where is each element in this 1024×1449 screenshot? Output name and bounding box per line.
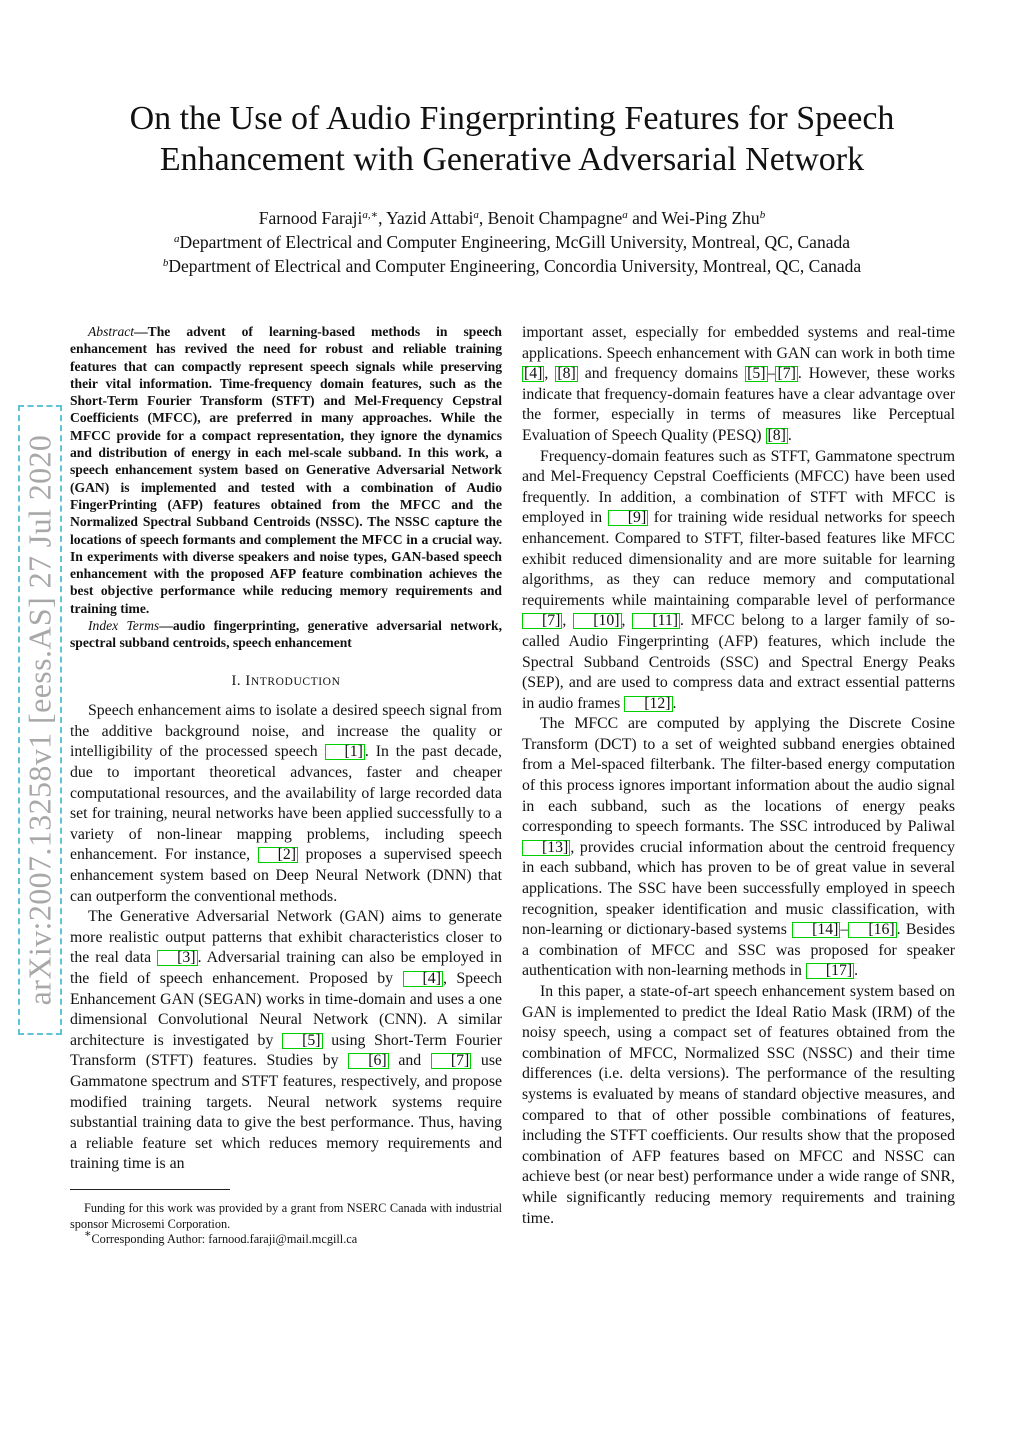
affiliation-text: Department of Electrical and Computer Engineering, Concordia University, Montreal, QC, Canada	[168, 256, 862, 276]
abstract	[70, 323, 502, 617]
affiliation-text: Department of Electrical and Computer Engineering, McGill University, Montreal, QC, Canada	[179, 232, 850, 252]
footnote-divider	[70, 1189, 230, 1190]
citation-link[interactable]: [9]	[608, 510, 648, 526]
corresponding-author-text: Corresponding Author: farnood.faraji@mail.mcgill.ca	[91, 1232, 358, 1246]
citation-link[interactable]: [13]	[522, 840, 570, 856]
citation-link[interactable]: [2]	[258, 847, 298, 863]
body-text: ,	[621, 612, 633, 630]
author-affiliation-mark: a	[473, 209, 479, 221]
citation-link[interactable]: [4]	[403, 971, 443, 987]
body-text: , provides crucial information about the centroid frequency in each subband, which has proven to be of great value in several applications. The SSC have been successfully employed in speech recognition, speaker identification and music classification, with non-learning or dictionary-based systems	[522, 838, 955, 939]
citation-link[interactable]: [7]	[431, 1053, 471, 1069]
body-text: –	[767, 365, 776, 383]
body-text: important asset, especially for embedded systems and real-time applications. Speech enhancement with GAN can work in both time	[522, 324, 955, 362]
body-text: .	[854, 962, 859, 980]
citation-link[interactable]: [16]	[848, 922, 896, 938]
citation-link[interactable]: [5]	[282, 1033, 322, 1049]
author-list	[62, 206, 962, 230]
title-line-2: Enhancement with Generative Adversarial Network	[159, 141, 865, 178]
body-text: , Speech Enhancement GAN (SEGAN) works in time-domain and uses a one dimensional Convolutional Neural Network (CNN). A similar architecture is investigated by	[70, 969, 503, 1049]
title-line-1: On the Use of Audio Fingerprinting Features for Speech	[129, 100, 895, 137]
intro-paragraph-4	[522, 714, 955, 982]
author-name: Farnood Faraji	[258, 208, 363, 228]
body-text: .	[672, 694, 677, 712]
citation-link[interactable]: [11]	[632, 613, 680, 629]
body-text: and	[388, 1052, 431, 1070]
intro-paragraph-2	[70, 907, 502, 1175]
author-block	[62, 206, 962, 278]
body-text: .	[787, 426, 792, 444]
citation-link[interactable]: [1]	[325, 744, 365, 760]
citation-link[interactable]: [5]	[747, 365, 766, 383]
paper-title	[62, 98, 962, 180]
author-affiliation-mark: a	[622, 209, 628, 221]
funding-footnote: Funding for this work was provided by a grant from NSERC Canada with industrial sponsor Microsemi Corporation.	[70, 1201, 502, 1231]
right-column	[522, 323, 955, 1229]
index-terms-text: —audio fingerprinting, generative adversarial network, spectral subband centroids, speech enhancement	[70, 618, 502, 651]
citation-link[interactable]: [10]	[573, 613, 621, 629]
citation-link[interactable]: [6]	[348, 1053, 388, 1069]
body-text: for training wide residual networks for speech enhancement. Compared to STFT, filter-based features like MFCC exhibit reduced dimensionality and are more suitable for learning algorithms, as they can reduce memory and computational requirements while maintaining comparable level of performance	[522, 509, 955, 609]
body-text: Frequency-domain features such as STFT, Gammatone spectrum and Mel-Frequency Cepstral Coefficients (MFCC) have been used frequently. In addition, a combination of STFT with MFCC is employed in	[522, 447, 955, 527]
body-text: proposes a supervised speech enhancement system based on Deep Neural Network (DNN) that can outperform the conventional methods.	[70, 846, 502, 905]
affiliation-a	[62, 230, 962, 254]
body-text: using Short-Term Fourier Transform (STFT) features. Studies by	[70, 1031, 502, 1070]
author-name: , Yazid Attabi	[378, 208, 474, 228]
body-text: ,	[562, 612, 574, 630]
index-terms	[70, 617, 502, 652]
index-terms-label: Index Terms	[88, 618, 160, 634]
body-text: . MFCC belong to a larger family of so-called Audio Fingerprinting (AFP) features, which include the Spectral Subband Centroids (SSC) and Spectral Energy Peaks (SEP), and are used to compress data and extract essential patterns in audio frames	[522, 612, 955, 712]
section-heading-introduction	[70, 671, 502, 693]
body-text: The MFCC are computed by applying the Discrete Cosine Transform (DCT) to a set of weighted subband energies obtained from a Mel-spaced filterbank. The filter-based energy computation of this process ignores important information about the audio signal in each subband, such as the locations of energy peaks corresponding to speech formants. The SSC introduced by Paliwal	[522, 715, 955, 836]
body-text: . Adversarial training can also be employed in the field of speech enhancement. Proposed by	[70, 949, 502, 987]
citation-link[interactable]: [8]	[767, 426, 786, 444]
footnote-mark: ∗	[84, 1228, 92, 1240]
citation-link[interactable]: [4]	[524, 365, 543, 383]
body-text: use Gammatone spectrum and STFT features, respectively, and propose modified training targets. Neural network systems require substantial training data to give the best performance. Thus, having a reliable feature set which reduces memory requirements and training time is an	[70, 1052, 502, 1173]
body-text: . In the past decade, due to important theoretical advances, faster and cheaper computational resources, and the availability of large recorded data set for training, neural networks have been applied successfully to a variety of non-linear mapping problems, including speech enhancement. For instance,	[70, 743, 502, 864]
arxiv-identifier[interactable]: arXiv:2007.13258v1 [eess.AS] 27 Jul 2020	[21, 434, 58, 1006]
intro-paragraph-2-continued	[522, 323, 955, 447]
affiliation-mark: b	[162, 257, 169, 269]
body-text: . However, these works indicate that frequency-domain features have a clear advantage over the former, especially in terms of measures like Perceptual Evaluation of Speech Quality (PESQ)	[522, 365, 955, 444]
citation-link[interactable]: [8]	[557, 365, 576, 383]
body-text: Speech enhancement aims to isolate a desired speech signal from the additive background noise, and increase the quality or intelligibility of the processed speech	[70, 702, 502, 761]
author-name: and Wei-Ping Zhu	[627, 208, 760, 228]
abstract-text: —The advent of learning-based methods in speech enhancement has revived the need for robust and reliable training features that can compactly represent speech signals while preserving their vital information. Time-frequency domain features, such as the Short-Term Fourier Transform (STFT) and Mel-Frequency Cepstral Coefficients (MFCC), are preferred in many approaches. While the MFCC provide for a compact representation, they ignore the dynamics and distribution of energy in each mel-scale subband. In this work, a speech enhancement system based on Generative Adversarial Network (GAN) is implemented and tested with a combination of Audio FingerPrinting (AFP) features obtained from the MFCC and the Normalized Spectral Subband Centroids (NSSC). The NSSC capture the locations of speech formants and complement the MFCC in a crucial way. In experiments with diverse speakers and noise types, GAN-based speech enhancement with the proposed AFP feature combination achieves the best objective performance while reducing memory requirements and training time.	[70, 324, 502, 616]
author-affiliation-mark: a,∗	[362, 209, 379, 221]
body-text: –	[840, 921, 849, 939]
body-text: and frequency domains	[577, 365, 746, 383]
citation-link[interactable]: [17]	[806, 963, 854, 979]
intro-paragraph-3	[522, 447, 955, 715]
section-number: I.	[231, 672, 246, 689]
body-text: ,	[544, 365, 556, 383]
author-affiliation-mark: b	[759, 209, 766, 221]
footnotes	[70, 1201, 502, 1248]
intro-paragraph-5: In this paper, a state-of-art speech enhancement system based on GAN is implemented to predict the Ideal Ratio Mask (IRM) of the noisy speech, using a compact set of features obtained from the combination of MFCC, Normalized SSC (NSSC) and their time differences (i.e. delta versions). The performance of the resulting systems is evaluated by means of standard objective measures, and compared to that of other possible combinations of features, including the STFT coefficients. Our results show that the proposed combination of AFP features based on MFCC and NSSC can achieve best (or near best) performance under a wide range of SNR, while significantly reducing memory requirements and training time.	[522, 983, 955, 1227]
section-title-initial: I	[245, 672, 251, 689]
citation-link[interactable]: [7]	[777, 365, 796, 383]
left-column	[70, 323, 502, 1175]
body-text: . Besides a combination of MFCC and SSC was proposed for speaker authentication with non-learning methods in	[522, 921, 955, 980]
affiliation-mark: a	[174, 233, 180, 245]
intro-paragraph-1	[70, 701, 502, 907]
citation-link[interactable]: [7]	[522, 613, 562, 629]
body-text: The Generative Adversarial Network (GAN) aims to generate more realistic output patterns that exhibit characteristics closer to the real data	[70, 908, 502, 967]
citation-link[interactable]: [14]	[792, 922, 840, 938]
affiliation-b	[62, 254, 962, 278]
author-name: , Benoit Champagne	[478, 208, 623, 228]
abstract-label: Abstract	[88, 324, 135, 339]
corresponding-author-footnote	[70, 1228, 502, 1248]
section-title-rest: NTRODUCTION	[250, 675, 341, 688]
citation-link[interactable]: [12]	[624, 696, 672, 712]
citation-link[interactable]: [3]	[157, 950, 197, 966]
